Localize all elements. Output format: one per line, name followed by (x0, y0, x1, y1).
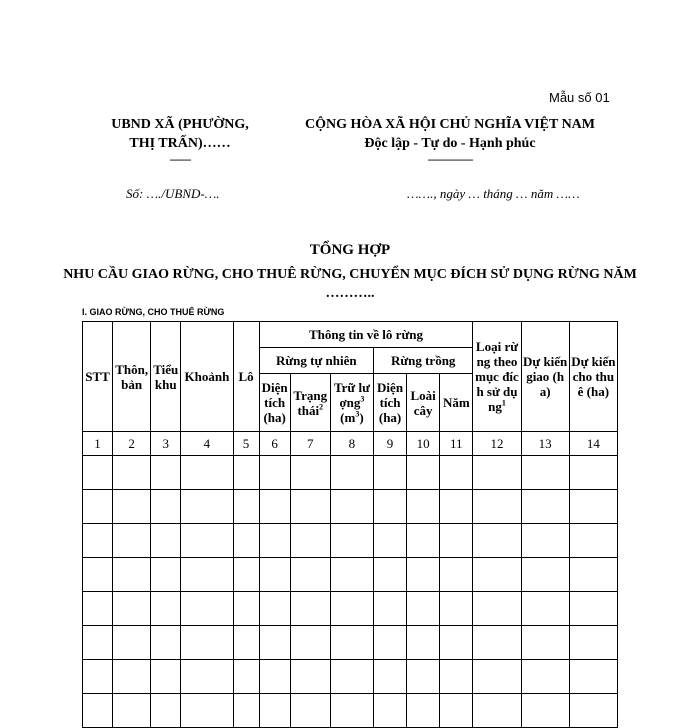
table-cell (151, 456, 181, 490)
column-number: 7 (290, 432, 330, 456)
table-cell (374, 558, 407, 592)
forest-allocation-table (82, 321, 618, 728)
table-cell (330, 626, 373, 660)
table-cell (233, 660, 259, 694)
header-lo: Lô (233, 322, 259, 432)
table-cell (473, 660, 521, 694)
table-cell (113, 660, 151, 694)
header-loai-cay: Loài cây (407, 374, 440, 432)
table-cell (374, 490, 407, 524)
header-planted-forest: Rừng trồng (374, 348, 473, 374)
header-dien-tich-rt: Diện tích (ha) (374, 374, 407, 432)
table-cell (151, 694, 181, 728)
table-cell (113, 490, 151, 524)
table-cell (569, 694, 617, 728)
table-cell (440, 694, 473, 728)
table-cell (181, 626, 233, 660)
table-cell (83, 660, 113, 694)
table-cell (290, 456, 330, 490)
table-cell (521, 660, 569, 694)
header-tru-luong: Trữ lượng$^3$ $(m^3)$ (330, 374, 373, 432)
table-cell (521, 558, 569, 592)
table-cell (290, 660, 330, 694)
table-cell (113, 592, 151, 626)
column-number: 6 (259, 432, 290, 456)
table-cell (330, 660, 373, 694)
header-forest-lot-info: Thông tin về lô rừng (259, 322, 473, 348)
table-cell (473, 694, 521, 728)
table-cell (473, 626, 521, 660)
table-cell (407, 626, 440, 660)
table-cell (521, 524, 569, 558)
table-cell (181, 524, 233, 558)
table-cell (83, 524, 113, 558)
table-cell (330, 558, 373, 592)
column-number: 9 (374, 432, 407, 456)
table-cell (407, 524, 440, 558)
header-thon-ban: Thôn, bản (113, 322, 151, 432)
table-cell (440, 490, 473, 524)
national-header (270, 115, 630, 165)
column-number: 5 (233, 432, 259, 456)
table-cell (181, 694, 233, 728)
table-cell (374, 694, 407, 728)
header-natural-forest: Rừng tự nhiên (259, 348, 373, 374)
table-cell (290, 524, 330, 558)
authority-line-2: THỊ TRẤN)…… (129, 136, 231, 151)
table-cell (151, 524, 181, 558)
column-number: 13 (521, 432, 569, 456)
table-cell (83, 626, 113, 660)
table-cell (521, 694, 569, 728)
table-cell (151, 558, 181, 592)
header-khoanh: Khoảnh (181, 322, 233, 432)
table-row (83, 626, 618, 660)
table-row (83, 558, 618, 592)
table-cell (440, 660, 473, 694)
header-trang-thai: Trạng thái$^2$ (290, 374, 330, 432)
table-row (83, 490, 618, 524)
table-cell (259, 558, 290, 592)
table-cell (290, 592, 330, 626)
header-dien-tich-tn: Diện tích (ha) (259, 374, 290, 432)
table-cell (233, 456, 259, 490)
header-stt: STT (83, 322, 113, 432)
table-cell (83, 694, 113, 728)
table-cell (113, 626, 151, 660)
table-cell (569, 524, 617, 558)
table-cell (569, 490, 617, 524)
table-cell (290, 626, 330, 660)
table-row (83, 524, 618, 558)
table-cell (83, 456, 113, 490)
issuing-authority (90, 115, 270, 165)
header-nam: Năm (440, 374, 473, 432)
table-cell (259, 456, 290, 490)
header-du-kien-giao: Dự kiến giao (ha) (521, 322, 569, 432)
table-cell (374, 456, 407, 490)
table-cell (407, 660, 440, 694)
table-cell (330, 456, 373, 490)
table-cell (151, 592, 181, 626)
table-cell (259, 490, 290, 524)
table-cell (290, 490, 330, 524)
national-title: CỘNG HÒA XÃ HỘI CHỦ NGHĨA VIỆT NAM (304, 117, 595, 132)
column-number: 3 (151, 432, 181, 456)
table-cell (233, 490, 259, 524)
table-cell (440, 524, 473, 558)
table-row (83, 592, 618, 626)
column-number: 1 (83, 432, 113, 456)
table-cell (233, 694, 259, 728)
table-cell (521, 490, 569, 524)
table-cell (374, 626, 407, 660)
table-cell (83, 558, 113, 592)
table-cell (83, 490, 113, 524)
table-cell (259, 524, 290, 558)
table-cell (181, 592, 233, 626)
column-number: 2 (113, 432, 151, 456)
table-cell (330, 592, 373, 626)
table-row (83, 456, 618, 490)
authority-divider: ------- (169, 152, 191, 166)
table-cell (473, 456, 521, 490)
table-cell (569, 456, 617, 490)
authority-line-1: UBND XÃ (PHƯỜNG, (111, 117, 249, 132)
table-cell (290, 694, 330, 728)
table-cell (259, 626, 290, 660)
column-number: 12 (473, 432, 521, 456)
table-cell (521, 592, 569, 626)
table-cell (181, 490, 233, 524)
table-cell (83, 592, 113, 626)
table-cell (521, 626, 569, 660)
column-number: 11 (440, 432, 473, 456)
table-cell (440, 558, 473, 592)
document-number: Số: …./UBND-…. (126, 186, 220, 201)
table-cell (473, 490, 521, 524)
table-cell (113, 456, 151, 490)
table-cell (330, 490, 373, 524)
table-cell (233, 558, 259, 592)
table-cell (330, 694, 373, 728)
table-cell (259, 694, 290, 728)
date-line: ……., ngày … tháng … năm …… (407, 186, 580, 201)
table-cell (569, 626, 617, 660)
table-cell (407, 456, 440, 490)
column-number: 14 (569, 432, 617, 456)
table-cell (233, 626, 259, 660)
table-cell (407, 694, 440, 728)
table-cell (521, 456, 569, 490)
national-motto: Độc lập - Tự do - Hạnh phúc (364, 136, 536, 151)
document-subtitle: NHU CẦU GIAO RỪNG, CHO THUÊ RỪNG, CHUYỂN MỤC ĐÍCH SỬ DỤNG RỪNG NĂM ……….. (63, 267, 637, 301)
table-cell (569, 660, 617, 694)
table-cell (113, 558, 151, 592)
table-cell (259, 660, 290, 694)
table-cell (407, 592, 440, 626)
table-cell (113, 524, 151, 558)
header-du-kien-cho-thue: Dự kiến cho thuê (ha) (569, 322, 617, 432)
table-cell (233, 592, 259, 626)
table-cell (569, 558, 617, 592)
document-title: TỔNG HỢP (309, 242, 391, 258)
column-number-row (83, 432, 618, 456)
table-cell (473, 592, 521, 626)
header-tieu-khu: Tiểu khu (151, 322, 181, 432)
table-cell (181, 558, 233, 592)
table-row (83, 694, 618, 728)
table-cell (473, 558, 521, 592)
table-cell (233, 524, 259, 558)
table-cell (181, 660, 233, 694)
table-row (83, 660, 618, 694)
table-cell (151, 490, 181, 524)
table-cell (181, 456, 233, 490)
table-cell (374, 524, 407, 558)
table-cell (290, 558, 330, 592)
table-cell (151, 626, 181, 660)
table-cell (473, 524, 521, 558)
table-cell (330, 524, 373, 558)
table-cell (151, 660, 181, 694)
column-number: 4 (181, 432, 233, 456)
table-cell (113, 694, 151, 728)
table-cell (440, 592, 473, 626)
table-cell (407, 558, 440, 592)
form-number: Mẫu số 01 (549, 90, 610, 105)
section-title: I. GIAO RỪNG, CHO THUÊ RỪNG (82, 307, 225, 317)
column-number: 8 (330, 432, 373, 456)
table-cell (374, 660, 407, 694)
table-cell (440, 626, 473, 660)
column-number: 10 (407, 432, 440, 456)
national-divider: --------------- (427, 152, 473, 166)
table-cell (407, 490, 440, 524)
table-cell (374, 592, 407, 626)
header-loai-rung: Loại rừng theo mục đích sử dụng$^1$ (473, 322, 521, 432)
table-cell (440, 456, 473, 490)
table-cell (569, 592, 617, 626)
table-cell (259, 592, 290, 626)
